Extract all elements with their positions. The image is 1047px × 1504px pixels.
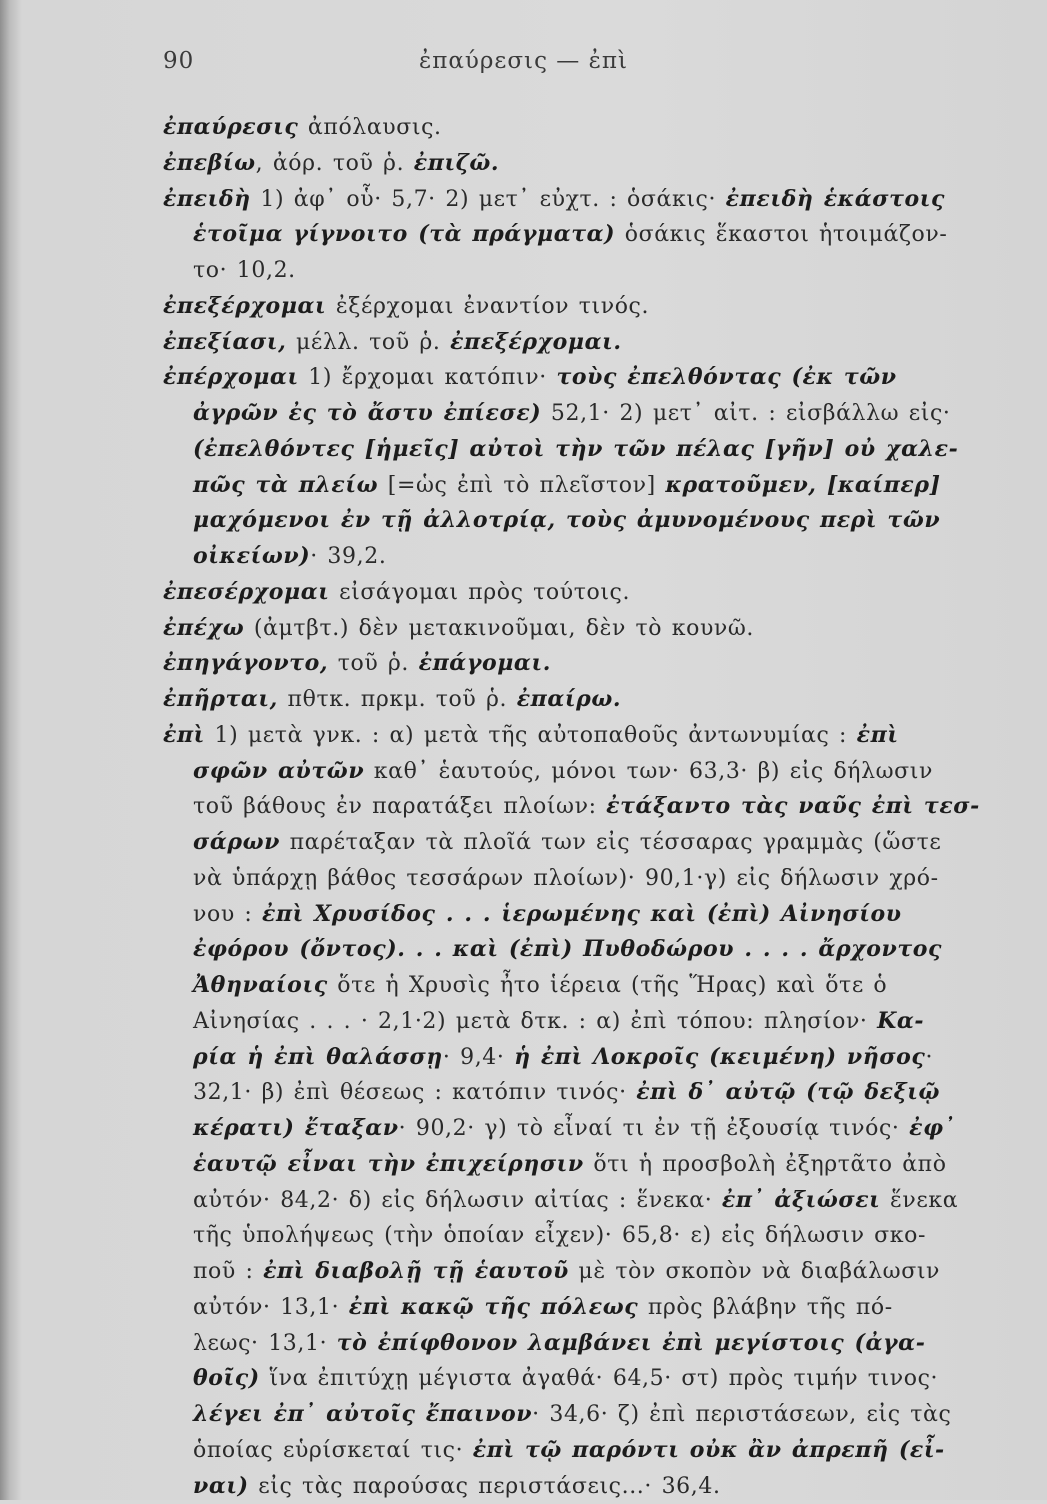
gloss-text: τῆς ὑπολήψεως (τὴν ὁποίαν εἶχεν)· 65,8· ε) εἰς δήλωσιν σκο- xyxy=(193,1223,926,1248)
gloss-text: μὲ τὸν σκοπὸν νὰ διαβάλωσιν xyxy=(569,1259,940,1284)
text-line xyxy=(163,146,1008,182)
gloss-text: ἐξέρχομαι ἐναντίον τινός. xyxy=(326,294,649,319)
headword-text: ἡ ἐπὶ Λοκροῖς (κειμένη) νῆσος xyxy=(514,1044,925,1070)
headword-text: (ἐπελθόντες [ἡμεῖς] αὐτοὶ τὴν τῶν πέλας [γῆν] οὐ χαλε- xyxy=(193,436,958,462)
text-line xyxy=(163,718,1008,754)
headword-text: ἀγρῶν ἐς τὸ ἄστυ ἐπίεσε) xyxy=(193,400,541,426)
running-head xyxy=(0,48,1047,88)
lexicon-entries xyxy=(163,110,1008,1504)
headword-text: ἐπηγάγοντο, xyxy=(163,650,328,676)
gloss-text: · 39,2. xyxy=(310,544,386,569)
headword-text: μαχόμενοι ἐν τῇ ἀλλοτρίᾳ, τοὺς ἀμυνομένους περὶ τῶν xyxy=(193,507,940,533)
text-line xyxy=(163,968,1008,1004)
running-title: ἐπαύρεσις — ἐπὶ xyxy=(0,48,1047,74)
text-line xyxy=(163,1218,1008,1254)
gloss-text: εἰσάγομαι πρὸς τούτοις. xyxy=(330,580,631,605)
gloss-text: [=ὡς ἐπὶ τὸ πλεῖστον] xyxy=(378,473,665,498)
text-line xyxy=(163,1183,1008,1219)
headword-text: ἐπὶ Χρυσίδος . . . ἱερωμένης καὶ (ἐπὶ) Αἰνησίου xyxy=(262,901,902,927)
text-line xyxy=(163,575,1008,611)
headword-text: Ἀθηναίοις xyxy=(193,972,328,998)
text-line xyxy=(163,325,1008,361)
gloss-text: παρέταξαν τὰ πλοῖά των εἰς τέσσαρας γραμμὰς (ὥστε xyxy=(280,830,941,855)
headword-text: τοὺς ἐπελθόντας (ἐκ τῶν xyxy=(556,364,896,390)
headword-text: ἑαυτῷ εἶναι τὴν ἐπιχείρησιν xyxy=(193,1151,584,1177)
headword-text: ἐπεσέρχομαι xyxy=(163,579,330,605)
headword-text: κέρατι) ἔταξαν xyxy=(193,1115,399,1141)
text-line xyxy=(163,1111,1008,1147)
gloss-text: τοῦ ῥ. xyxy=(328,651,419,676)
headword-text: ἐφόρου (ὄντος). . . καὶ (ἐπὶ) Πυθοδώρου . . . . ἄρχοντος xyxy=(193,936,942,962)
text-line xyxy=(163,682,1008,718)
text-line xyxy=(163,468,1008,504)
text-line xyxy=(163,1290,1008,1326)
text-line xyxy=(163,1433,1008,1469)
text-line xyxy=(163,1469,1008,1504)
headword-text: ἐπάγομαι. xyxy=(419,650,551,676)
text-line xyxy=(163,432,1008,468)
headword-text: ἐπὶ τῷ παρόντι οὐκ ἂν ἀπρεπῆ (εἶ- xyxy=(473,1437,945,1463)
gloss-text: ἀπόλαυσις. xyxy=(298,115,441,140)
gloss-text: 1) ἔρχομαι κατόπιν· xyxy=(299,365,557,390)
gloss-text: εἰς τὰς παρούσας περιστάσεις...· 36,4. xyxy=(249,1474,721,1499)
headword-text: ἐπὶ xyxy=(163,722,205,748)
headword-text: ἐπειδὴ ἑκάστοις xyxy=(726,186,945,212)
gloss-text: μέλλ. τοῦ ῥ. xyxy=(286,330,450,355)
text-line xyxy=(163,1075,1008,1111)
text-line xyxy=(163,539,1008,575)
headword-text: ἐπὶ δ᾽ αὐτῷ (τῷ δεξιῷ xyxy=(636,1079,940,1105)
headword-text: Κα- xyxy=(877,1008,924,1034)
gloss-text: 1) ἀφ᾽ οὗ· 5,7· 2) μετ᾽ εὐχτ. : ὁσάκις· xyxy=(251,187,726,212)
text-line xyxy=(163,503,1008,539)
headword-text: οἰκείων) xyxy=(193,543,310,569)
gloss-text: · 34,6· ζ) ἐπὶ περιστάσεων, εἰς τὰς xyxy=(532,1402,951,1427)
headword-text: ἐπεξέρχομαι. xyxy=(450,329,622,355)
headword-text: ἐπὶ διαβολῇ τῇ ἑαυτοῦ xyxy=(263,1258,569,1284)
text-line xyxy=(163,1361,1008,1397)
headword-text: ἐτάξαντο τὰς ναῦς ἐπὶ τεσ- xyxy=(606,793,980,819)
gloss-text: ὅτε ἡ Χρυσὶς ἦτο ἱέρεια (τῆς Ἥρας) καὶ ὅτε ὁ xyxy=(328,973,888,998)
gloss-text: ὁσάκις ἕκαστοι ἡτοιμάζον- xyxy=(615,222,947,247)
text-line xyxy=(163,646,1008,682)
headword-text: πῶς τὰ πλείω xyxy=(193,472,378,498)
gloss-text: , ἀόρ. τοῦ ῥ. xyxy=(256,151,414,176)
gloss-text: ὁποίας εὑρίσκεταί τις· xyxy=(193,1438,473,1463)
text-line xyxy=(163,825,1008,861)
gloss-text: καθ᾽ ἑαυτούς, μόνοι των· 63,3· β) εἰς δήλωσιν xyxy=(364,759,933,784)
gloss-text: · 90,2· γ) τὸ εἶναί τι ἐν τῇ ἐξουσίᾳ τινός· xyxy=(399,1116,909,1141)
headword-text: ναι) xyxy=(193,1473,249,1499)
headword-text: ἐπὶ xyxy=(857,722,899,748)
text-line xyxy=(163,396,1008,432)
headword-text: σφῶν αὐτῶν xyxy=(193,758,364,784)
text-line xyxy=(163,1397,1008,1433)
headword-text: ἐπεβίω xyxy=(163,150,256,176)
text-line xyxy=(163,932,1008,968)
gloss-text: ἵνα ἐπιτύχῃ μέγιστα ἀγαθά· 64,5· στ) πρὸς τιμήν τινος· xyxy=(260,1366,938,1391)
headword-text: ἐπαίρω. xyxy=(517,686,622,712)
headword-text: ἐπέχω xyxy=(163,615,244,641)
gloss-text: αὐτόν· 84,2· δ) εἰς δήλωσιν αἰτίας : ἕνεκα· xyxy=(193,1188,722,1213)
headword-text: ἐπιζῶ. xyxy=(414,150,499,176)
headword-text: ἐπαύρεσις xyxy=(163,114,298,140)
text-line xyxy=(163,289,1008,325)
headword-text: ἐπειδὴ xyxy=(163,186,251,212)
gloss-text: λεως· 13,1· xyxy=(193,1331,337,1356)
headword-text: ἐφ᾽ xyxy=(909,1115,955,1141)
headword-text: ἐπέρχομαι xyxy=(163,364,299,390)
headword-text: ἐπῆρται, xyxy=(163,686,278,712)
text-line xyxy=(163,897,1008,933)
gloss-text: πρὸς βλάβην τῆς πό- xyxy=(638,1295,893,1320)
text-line xyxy=(163,1254,1008,1290)
text-line xyxy=(163,1326,1008,1362)
text-line xyxy=(163,360,1008,396)
headword-text: ἐπεξέρχομαι xyxy=(163,293,326,319)
gloss-text: τοῦ βάθους ἐν παρατάξει πλοίων: xyxy=(193,794,606,819)
text-line xyxy=(163,754,1008,790)
headword-text: σάρων xyxy=(193,829,280,855)
headword-text: ἐπ᾽ ἀξιώσει xyxy=(722,1187,881,1213)
gloss-text: ὅτι ἡ προσβολὴ ἐξηρτᾶτο ἀπὸ xyxy=(584,1152,947,1177)
text-line xyxy=(163,611,1008,647)
headword-text: κρατοῦμεν, [καίπερ] xyxy=(665,472,940,498)
gloss-text: · 9,4· xyxy=(443,1045,514,1070)
gloss-text: 52,1· 2) μετ᾽ αἰτ. : εἰσβάλλω εἰς· xyxy=(541,401,950,426)
text-line xyxy=(163,217,1008,253)
gloss-text: · xyxy=(925,1045,933,1070)
headword-text: ἐπὶ κακῷ τῆς πόλεως xyxy=(349,1294,638,1320)
gloss-text: (ἀμτβτ.) δὲν μετακινοῦμαι, δὲν τὸ κουνῶ. xyxy=(244,616,754,641)
gloss-text: νὰ ὑπάρχῃ βάθος τεσσάρων πλοίων)· 90,1·γ) εἰς δήλωσιν χρό- xyxy=(193,866,939,891)
gloss-text: ποῦ : xyxy=(193,1259,263,1284)
text-line xyxy=(163,110,1008,146)
text-line xyxy=(163,789,1008,825)
text-line xyxy=(163,1004,1008,1040)
page-number: 90 xyxy=(163,48,194,74)
text-line xyxy=(163,182,1008,218)
headword-text: ρία ἡ ἐπὶ θαλάσσῃ xyxy=(193,1044,443,1070)
gloss-text: το· 10,2. xyxy=(193,258,296,283)
headword-text: θοῖς) xyxy=(193,1365,260,1391)
text-line xyxy=(163,1040,1008,1076)
gloss-text: πθτκ. πρκμ. τοῦ ῥ. xyxy=(278,687,517,712)
gloss-text: ἕνεκα xyxy=(880,1188,958,1213)
gloss-text: αὐτόν· 13,1· xyxy=(193,1295,349,1320)
gloss-text: 1) μετὰ γνκ. : α) μετὰ τῆς αὐτοπαθοῦς ἀντωνυμίας : xyxy=(205,723,857,748)
headword-text: λέγει ἐπ᾽ αὐτοῖς ἔπαινον xyxy=(193,1401,532,1427)
headword-text: ἑτοῖμα γίγνοιτο (τὰ πράγματα) xyxy=(193,221,615,247)
text-line xyxy=(163,253,1008,289)
text-line xyxy=(163,1147,1008,1183)
gloss-text: νου : xyxy=(193,902,262,927)
gloss-text: 32,1· β) ἐπὶ θέσεως : κατόπιν τινός· xyxy=(193,1080,636,1105)
headword-text: τὸ ἐπίφθονον λαμβάνει ἐπὶ μεγίστοις (ἀγα- xyxy=(337,1330,926,1356)
headword-text: ἐπεξίασι, xyxy=(163,329,286,355)
gloss-text: Αἰνησίας . . . · 2,1·2) μετὰ δτκ. : α) ἐπὶ τόπου: πλησίον· xyxy=(193,1009,877,1034)
text-line xyxy=(163,861,1008,897)
